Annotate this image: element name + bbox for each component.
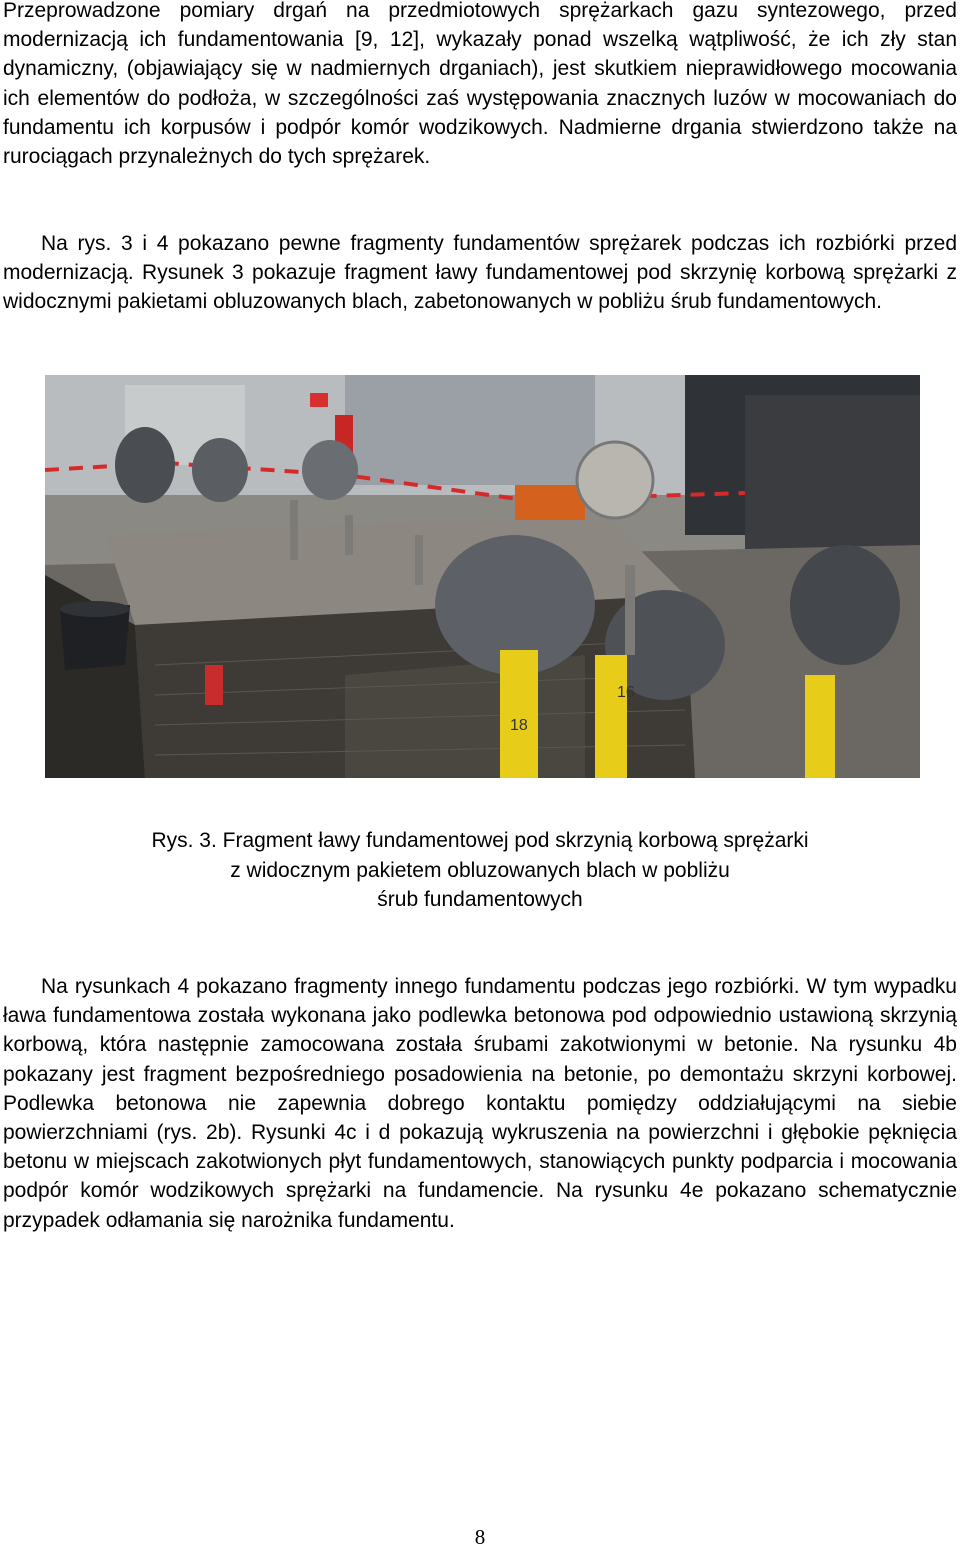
bolt-label-18: 18 — [510, 717, 528, 734]
caption-line-2: z widocznym pakietem obluzowanych blach w pobliżu — [230, 858, 730, 882]
page-number: 8 — [474, 1525, 486, 1549]
paragraph-figure-4: Na rysunkach 4 pokazano fragmenty innego fundamentu podczas jego rozbiórki. W tym wypadku ława fundamentowa została wykonana jako podlewka betonowa pod odpowiednio ustawioną skrzynią korbową, która następnie zamocowana została śrubami zakotwionymi w betonie. Na rysunku 4b pokazany jest fragment bezpośredniego posadowienia na betonie, po demontażu skrzyni korbowej. Podlewka betonowa nie zapewnia dobrego kontaktu pomiędzy oddziałującymi na siebie powierzchniami (rys. 2b). Rysunki 4c i d pokazują wykruszenia na powierzchni i głębokie pęknięcia betonu w miejscach zakotwionych płyt fundamentowych, stanowiących punkty podparcia i mocowania podpór komór wodzikowych sprężarki na fundamencie. Na rysunku 4e pokazano schematycznie przypadek odłamania się narożnika fundamentu. — [3, 975, 957, 1232]
caption-line-1: Rys. 3. Fragment ławy fundamentowej pod skrzynią korbową sprężarki — [151, 829, 809, 852]
paragraph-measurements: Przeprowadzone pomiary drgań na przedmiotowych sprężarkach gazu syntezowego, przed modernizacją ich fundamentowania [9, 12], wykazały ponad wszelką wątpliwość, że ich zły stan dynamiczny, (objawiający się w nadmiernych drganiach), jest skutkiem nieprawidłowego mocowania ich elementów do podłoża, w szczególności zaś występowania znacznych luzów w mocowaniach do fundamentu ich korpusów i podpór komór wodzikowych. Nadmierne drgania stwierdzono także na rurociągach przynależnych do tych sprężarek. — [3, 0, 957, 169]
foundation-photo — [45, 375, 920, 778]
caption-line-3: śrub fundamentowych — [377, 888, 583, 911]
paragraph-figure-intro: Na rys. 3 i 4 pokazano pewne fragmenty fundamentów sprężarek podczas ich rozbiórki przed modernizacją. Rysunek 3 pokazuje fragment ławy fundamentowej pod skrzynię korbową sprężarki z widocznymi pakietami obluzowanych blach, zabetonowanych w pobliżu śrub fundamentowych. — [3, 232, 957, 314]
bolt-label-16: 16 — [617, 684, 635, 701]
figure-caption — [0, 826, 960, 915]
